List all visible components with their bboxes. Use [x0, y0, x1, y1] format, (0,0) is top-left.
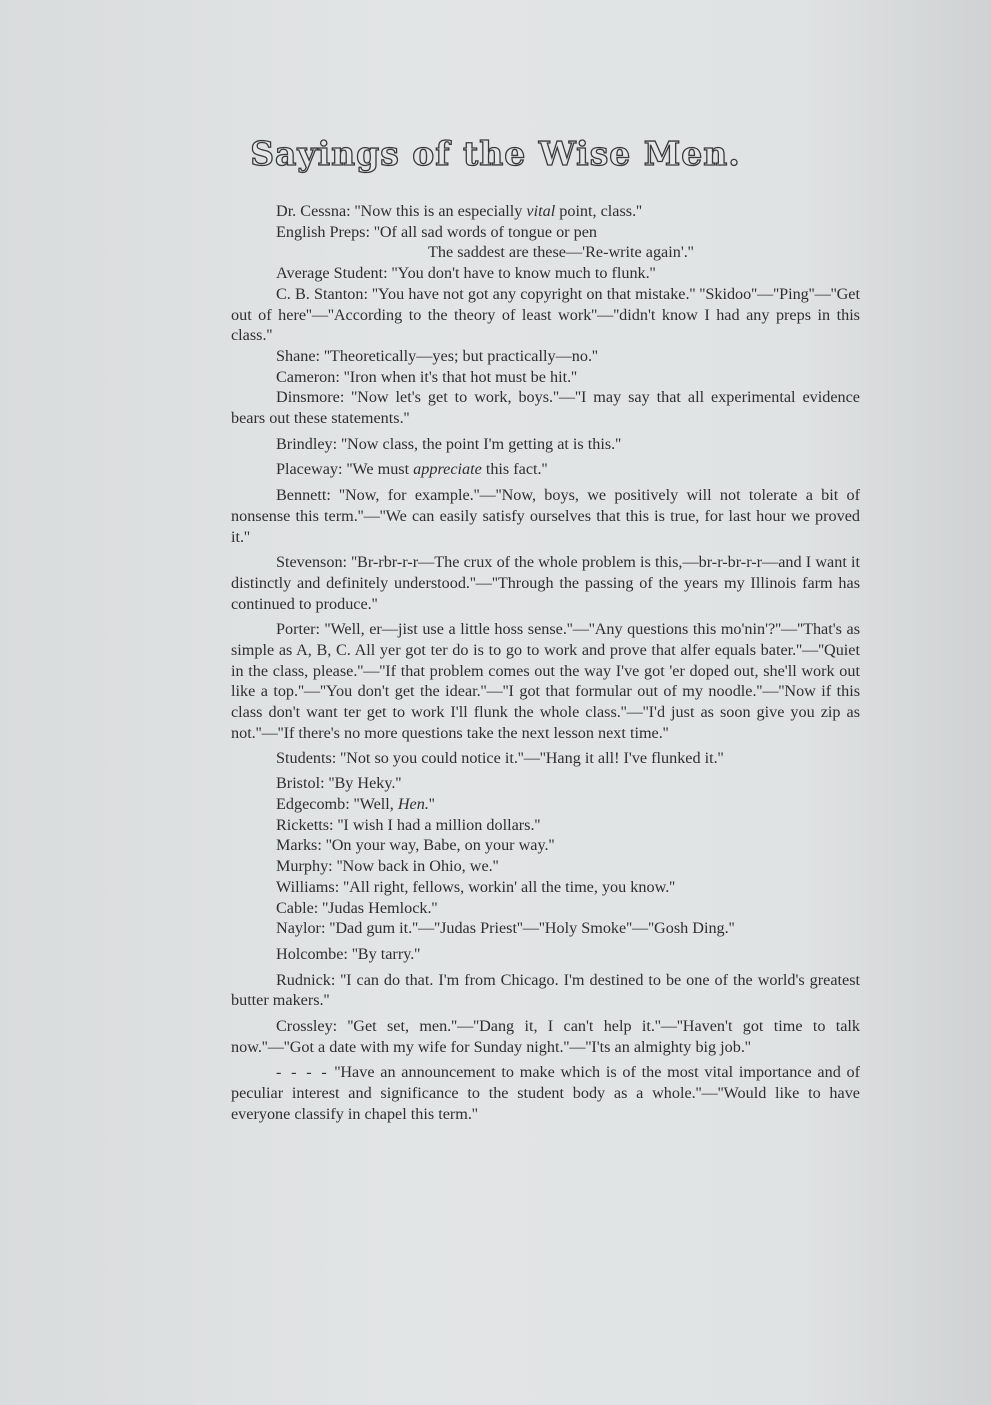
saying-english-preps-continued: The saddest are these—'Re-write again'.'' — [428, 243, 694, 262]
saying-students: Students: ''Not so you could notice it.''—''Hang it all! I've flunked it.'' — [276, 748, 724, 767]
saying-bennett: Bennett: ''Now, for example.''—''Now, boys, we positively will not tolerate a bit of nonsense this term.''—''We can easily satisfy ourselves that this is true, for last hour we proved it.'' — [231, 486, 860, 546]
saying-stevenson: Stevenson: ''Br-rbr-r-r—The crux of the whole problem is this,—br-r-br-r-r—and I want it distinctly and definitely understood.''—''Through the passing of the years my Illinois farm has continued to produce.'' — [231, 553, 860, 613]
saying-marks: Marks: ''On your way, Babe, on your way.'' — [276, 836, 555, 855]
saying-announcement: - - - - ''Have an announcement to make which is of the most vital importance and of peculiar interest and significance to the student body as a whole.''—''Would like to have everyone classify in chapel this term.'' — [231, 1063, 861, 1123]
saying-stanton: C. B. Stanton: ''You have not got any copyright on that mistake.'' ''Skidoo''—''Ping''—''Get out of here''—''According to the theory of least work''—''didn't know I had any preps in this class.'' — [231, 284, 860, 345]
saying-bristol: Bristol: ''By Heky.'' — [276, 774, 402, 793]
saying-english-preps: English Preps: ''Of all sad words of tongue or pen — [276, 222, 597, 241]
saying-holcombe: Holcombe: ''By tarry.'' — [276, 944, 421, 963]
saying-brindley: Brindley: ''Now class, the point I'm getting at is this.'' — [276, 434, 622, 453]
saying-edgecomb: Edgecomb: ''Well, Hen.'' — [276, 794, 435, 813]
saying-naylor: Naylor: ''Dad gum it.''—''Judas Priest''—''Holy Smoke''—''Gosh Ding.'' — [276, 919, 735, 938]
saying-rudnick: Rudnick: ''I can do that. I'm from Chicago. I'm destined to be one of the world's greatest butter makers.'' — [231, 970, 860, 1010]
sayings-body — [231, 201, 860, 1125]
saying-shane: Shane: ''Theoretically—yes; but practically—no.'' — [276, 346, 598, 365]
saying-porter: Porter: ''Well, er—jist use a little hoss sense.''—''Any questions this mo'nin'?''—''That's as simple as A, B, C. All yer got ter do is to go to work and prove that alfer equals bater.''—''Quiet in the class, please.''—''If that problem comes out the way I've got 'er doped out, she'll work out like a top.''—''You don't get the idear.''—''I got that formular out of my noodle.''—''Now if this class don't want ter get to work I'll flunk the whole class.''—''I'd just as soon give you zip as not.''—''If there's no more questions take the next lesson next time.'' — [231, 620, 860, 742]
saying-ricketts: Ricketts: ''I wish I had a million dollars.'' — [276, 815, 541, 834]
saying-dinsmore: Dinsmore: ''Now let's get to work, boys.''—''I may say that all experimental evidence bears out these statements.'' — [231, 388, 860, 428]
page-title: Sayings of the Wise Men. — [250, 134, 741, 173]
saying-murphy: Murphy: ''Now back in Ohio, we.'' — [276, 857, 499, 876]
saying-cameron: Cameron: ''Iron when it's that hot must be hit.'' — [276, 367, 577, 386]
saying-placeway: Placeway: ''We must appreciate this fact.'' — [276, 460, 548, 479]
saying-cessna: Dr. Cessna: ''Now this is an especially vital point, class.'' — [276, 202, 642, 220]
saying-cable: Cable: ''Judas Hemlock.'' — [276, 898, 438, 917]
saying-crossley: Crossley: ''Get set, men.''—''Dang it, I can't help it.''—''Haven't got time to talk now.''—''Got a date with my wife for Sunday night.''—''I'ts an almighty big job.'' — [231, 1017, 860, 1056]
saying-average-student: Average Student: ''You don't have to know much to flunk.'' — [276, 264, 656, 283]
saying-williams: Williams: ''All right, fellows, workin' all the time, you know.'' — [276, 877, 676, 896]
